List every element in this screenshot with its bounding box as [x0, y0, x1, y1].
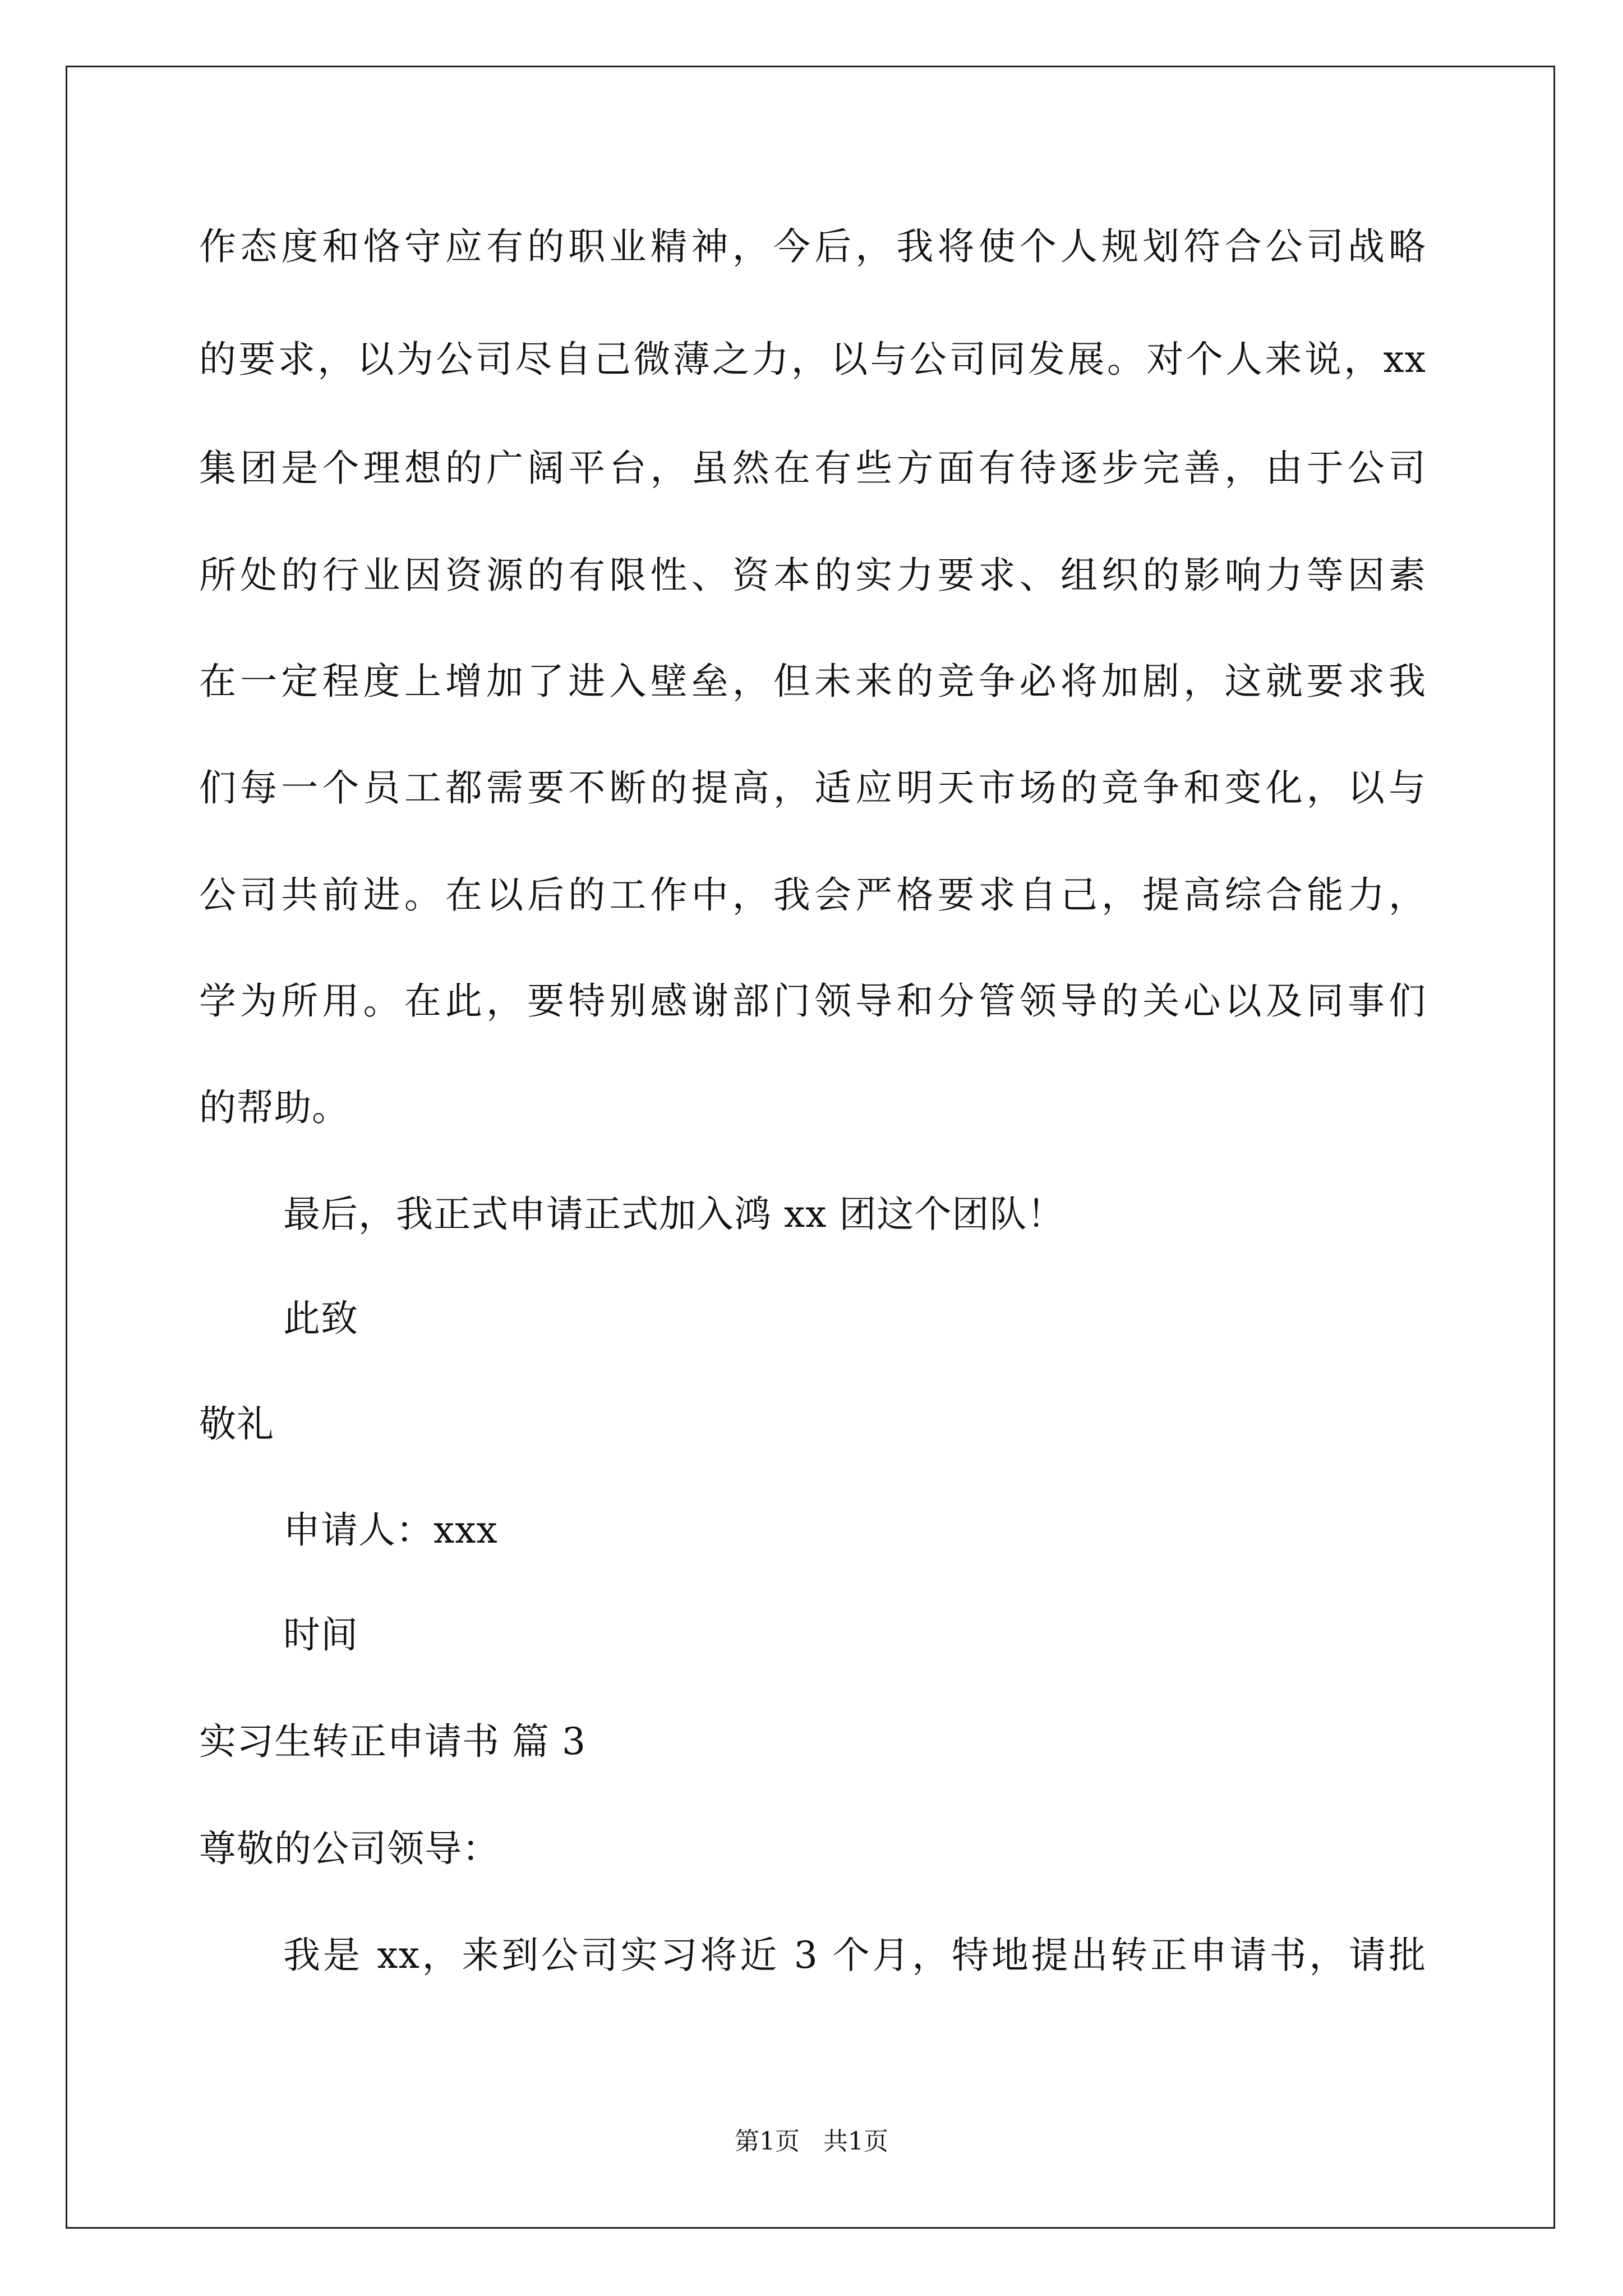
- paragraph-line: 们每一个员工都需要不断的提高，适应明天市场的竞争和变化，以与: [199, 766, 1426, 809]
- closing-salutation: 此致: [283, 1297, 358, 1340]
- greeting: 尊敬的公司领导：: [199, 1827, 500, 1870]
- paragraph-line: 集团是个理想的广阔平台，虽然在有些方面有待逐步完善，由于公司: [199, 447, 1426, 490]
- paragraph-line: 公司共前进。在以后的工作中，我会严格要求自己，提高综合能力，: [199, 873, 1426, 917]
- paragraph-line: 学为所用。在此，要特别感谢部门领导和分管领导的关心以及同事们: [199, 979, 1426, 1023]
- page-border: [66, 66, 1555, 2229]
- paragraph-line: 的帮助。: [199, 1086, 349, 1129]
- paragraph-line: 最后，我正式申请正式加入鸿 xx 团这个团队！: [283, 1193, 1065, 1236]
- paragraph-line: 的要求，以为公司尽自己微薄之力，以与公司同发展。对个人来说，xx: [199, 338, 1426, 381]
- paragraph-line: 所处的行业因资源的有限性、资本的实力要求、组织的影响力等因素: [199, 554, 1426, 597]
- closing-respect: 敬礼: [199, 1402, 274, 1446]
- paragraph-line: 作态度和恪守应有的职业精神，今后，我将使个人规划符合公司战略: [199, 225, 1426, 268]
- paragraph-line: 我是 xx，来到公司实习将近 3 个月，特地提出转正申请书，请批: [283, 1934, 1426, 1977]
- date-line: 时间: [283, 1613, 358, 1657]
- paragraph-line: 在一定程度上增加了进入壁垒，但未来的竞争必将加剧，这就要求我: [199, 660, 1426, 703]
- applicant-signature: 申请人：xxx: [283, 1508, 498, 1552]
- page-footer: 第1页 共1页: [735, 2127, 888, 2156]
- section-heading: 实习生转正申请书 篇 3: [199, 1720, 586, 1763]
